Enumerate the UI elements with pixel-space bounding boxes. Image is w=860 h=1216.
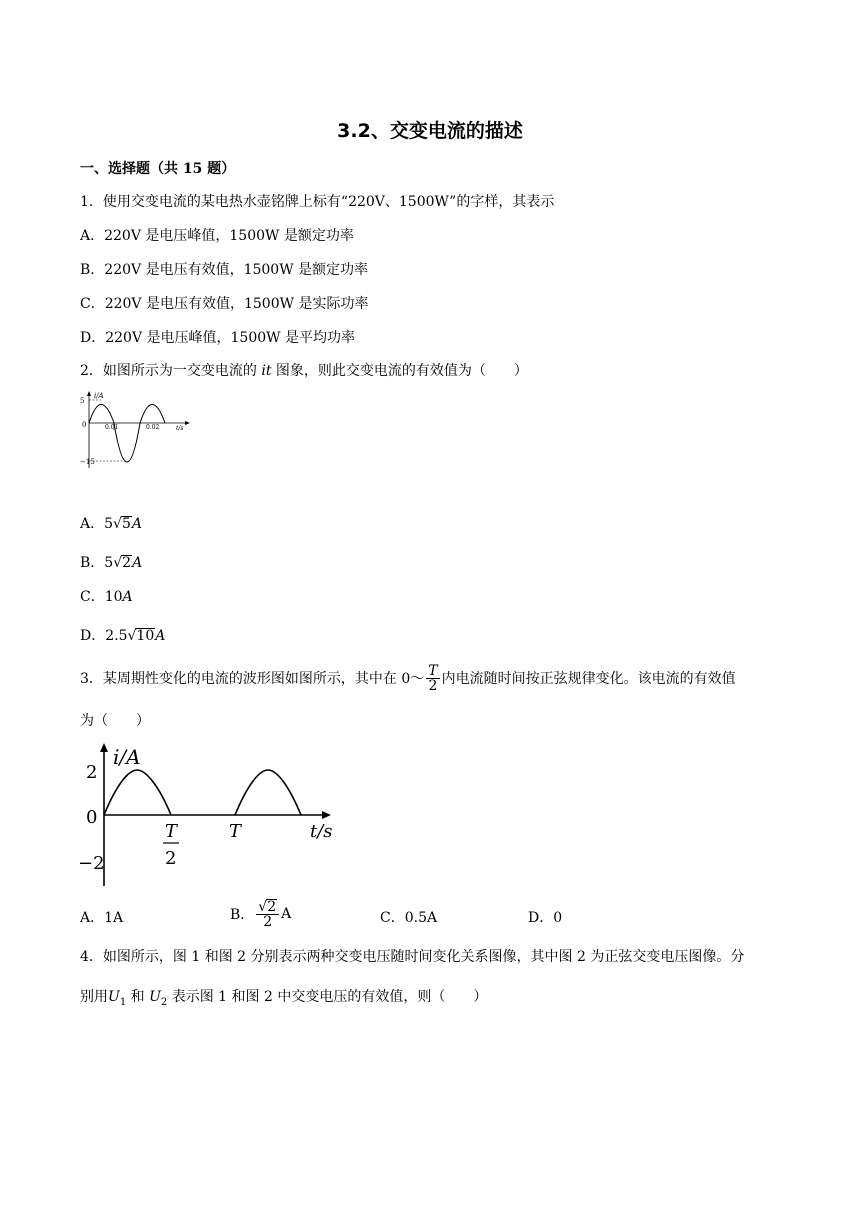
q3-option-c: C．0.5A: [380, 910, 438, 926]
q2-option-a-rad: 5: [121, 516, 131, 532]
q3-y-tick-pos: 2: [86, 762, 98, 783]
q2-y-arrow: [87, 391, 91, 396]
q2-option-d: D．2.5√10A: [80, 628, 166, 644]
q3-y-tick-zero: 0: [86, 807, 98, 828]
q1-stem: 1．使用交变电流的某电热水壶铭牌上标有“220V、1500W”的字样，其表示: [80, 194, 555, 210]
q4-stem-line2: [80, 986, 487, 1008]
q2-y-tick-bottom: −15: [80, 458, 95, 466]
q3-stem-post: 内电流随时间按正弦规律变化。该电流的有效值: [441, 671, 736, 687]
q2-stem-post: 图象，则此交变电流的有效值为（ ）: [271, 363, 528, 379]
q2-x-label: t/s: [176, 425, 184, 432]
q3-stem-line2: 为（ ）: [80, 713, 150, 729]
q4-u2: U: [149, 989, 161, 1005]
q3-stem: [80, 660, 736, 696]
q2-option-a: A．5√5A: [80, 516, 143, 532]
q2-x-arrow: [185, 421, 190, 425]
page-title: 3.2、交变电流的描述: [337, 120, 523, 142]
q2-option-d-coef: 2.5: [105, 628, 128, 644]
q3-option-b-unit: A: [281, 906, 292, 922]
q3-figure: [76, 740, 346, 888]
q3-x-tick-T: T: [229, 821, 242, 842]
q3-y-label: i/A: [113, 745, 141, 769]
q3-half-wave-2: [235, 770, 301, 815]
q4-u1-sub: 1: [119, 996, 127, 1008]
q2-stem-pre: 2．如图所示为一交变电流的: [80, 363, 262, 379]
q2-option-c-unit: A: [122, 589, 133, 605]
q2-option-b: B．5√2A: [80, 555, 143, 571]
q3-option-d: D．0: [528, 910, 563, 926]
section-heading: 一、选择题（共 15 题）: [80, 161, 236, 177]
q2-stem-var: it: [261, 363, 272, 379]
q3-half-wave-1: [104, 770, 171, 815]
q3-x-label: t/s: [310, 821, 333, 842]
q3-x-tick-half-den: 2: [165, 848, 177, 869]
q3-frac-num: T: [428, 662, 438, 679]
q4-post: 表示图 1 和图 2 中交变电压的有效值，则（ ）: [167, 989, 488, 1005]
q2-option-b-coef: 5: [104, 555, 114, 571]
q2-option-d-unit: A: [155, 628, 166, 644]
q2-stem: [80, 360, 528, 380]
q2-option-a-unit: A: [131, 516, 143, 532]
q3-stem-pre: 3．某周期性变化的电流的波形图如图所示，其中在 0～: [80, 671, 425, 687]
q3-option-a: A．1A: [80, 910, 124, 926]
q4-pre: 别用: [80, 989, 108, 1005]
q2-wave-positive-2: [140, 405, 165, 424]
q3-option-b-rad: 2: [267, 899, 277, 915]
q1-option-c: C．220V 是电压有效值，1500W 是实际功率: [80, 296, 369, 312]
q2-y-label: i/A: [94, 392, 104, 400]
q3-option-b-den: 2: [263, 914, 273, 930]
q2-option-d-label: D．: [80, 628, 106, 644]
q4-u2-sub: 2: [160, 996, 168, 1008]
q3-option-b-num: √2: [256, 899, 279, 915]
q2-origin: 0: [82, 421, 87, 429]
q2-x-tick-002: 0.02: [146, 424, 160, 431]
q2-option-c: [80, 586, 133, 606]
q2-y-tick-top: 5: [80, 397, 85, 405]
q4-mid: 和: [126, 989, 150, 1005]
q2-wave-positive-1: [89, 405, 114, 424]
q2-option-c-value: 10: [104, 589, 123, 605]
q3-frac: [426, 664, 439, 693]
q2-option-b-unit: A: [132, 555, 143, 571]
q2-option-c-label: C．: [80, 589, 105, 605]
q2-option-b-rad: 2: [122, 555, 132, 571]
q2-x-tick-001: 0.01: [105, 424, 119, 431]
q3-y-arrow: [100, 743, 108, 752]
q2-figure: [80, 390, 195, 470]
q3-option-b-label: B．: [230, 907, 255, 923]
q2-option-a-coef: 5: [104, 516, 114, 532]
q1-option-a: A．220V 是电压峰值，1500W 是额定功率: [80, 228, 354, 244]
q2-option-d-rad: 10: [136, 628, 155, 644]
q1-option-b: B．220V 是电压有效值，1500W 是额定功率: [80, 262, 369, 278]
q4-u1: U: [108, 989, 120, 1005]
q3-frac-den: 2: [428, 677, 438, 694]
q2-option-b-label: B．: [80, 555, 105, 571]
q4-stem-line1: 4．如图所示，图 1 和图 2 分别表示两种交变电压随时间变化关系图像，其中图 2 为正弦交变电压图像。分: [80, 949, 745, 965]
q3-y-tick-neg: −2: [78, 853, 105, 874]
q3-option-b-frac: [256, 899, 279, 929]
q3-x-arrow: [322, 811, 331, 819]
q2-option-a-label: A．: [80, 516, 105, 532]
q3-option-b: [230, 896, 291, 932]
q1-option-d: D．220V 是电压峰值，1500W 是平均功率: [80, 330, 355, 346]
q3-x-tick-half-num: T: [165, 821, 178, 842]
